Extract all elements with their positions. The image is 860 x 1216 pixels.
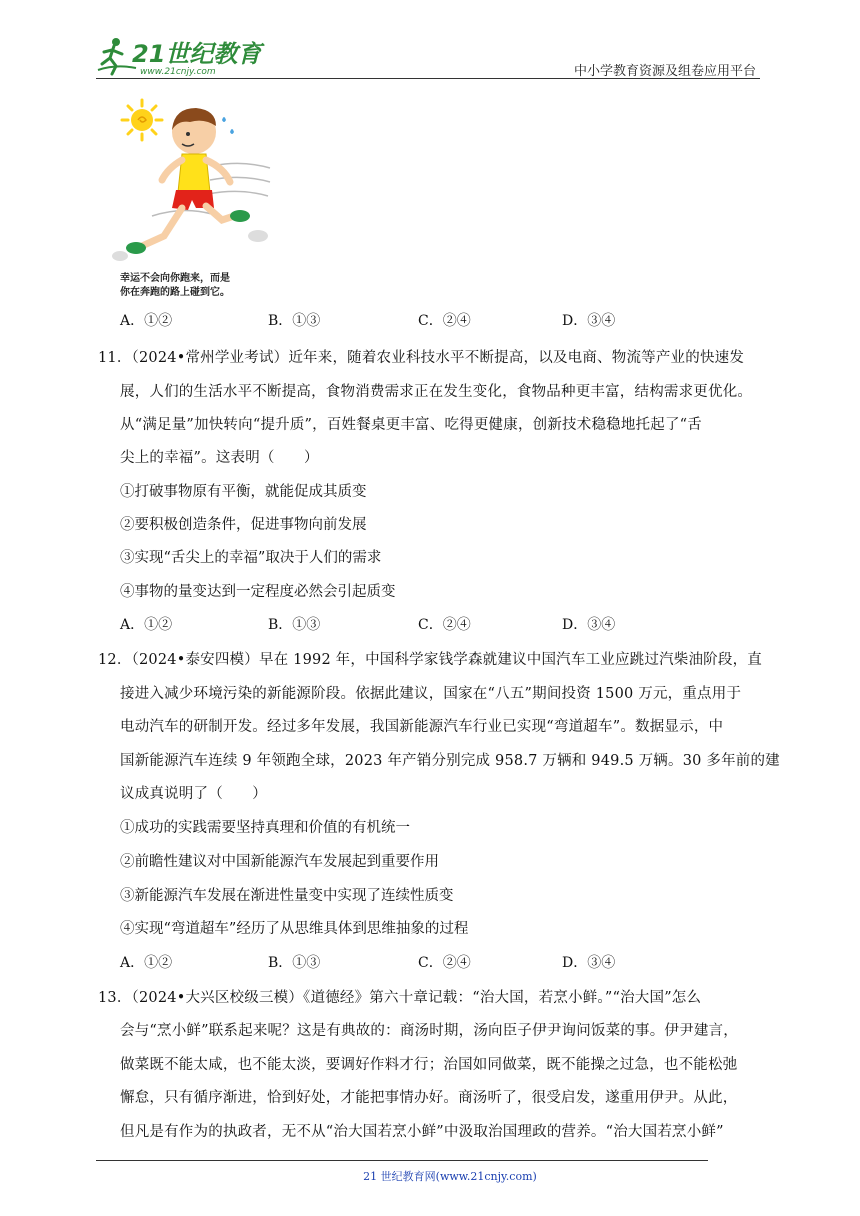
q11-statement-3: ③实现“舌尖上的幸福”取决于人们的需求 (120, 550, 382, 566)
option-d: D．③④ (562, 955, 616, 971)
footer-link[interactable]: 21 世纪教育网(www.21cnjy.com) (363, 1170, 537, 1183)
q11-stem-line: 从“满足量”加快转向“提升质”，百姓餐桌更丰富、吃得更健康，创新技术稳稳地托起了“舌 (120, 417, 702, 433)
q11-stem-line: 尖上的幸福”。这表明（ ） (120, 450, 319, 466)
header-divider (96, 78, 760, 79)
q11-stem-line: 展，人们的生活水平不断提高，食物消费需求正在发生变化，食物品种更丰富，结构需求更优化。 (120, 384, 753, 400)
q11-statement-2: ②要积极创造条件，促进事物向前发展 (120, 517, 367, 533)
q10-options (120, 310, 760, 332)
q12-stem-line: 12．（2024•泰安四模）早在 1992 年，中国科学家钱学森就建议中国汽车工业应跳过汽柴油阶段，直 (98, 652, 762, 668)
q13-stem-line: 懈怠，只有循序渐进，恰到好处，才能把事情办好。商汤听了，很受启发，遂重用伊尹。从此， (120, 1090, 738, 1106)
q13-stem-line: 13．（2024•大兴区校级三模）《道德经》第六十章记载：“治大国，若烹小鲜。”“治大国”怎么 (98, 990, 702, 1006)
option-b: B．①③ (268, 617, 321, 633)
q13-stem-line: 但凡是有作为的执政者，无不从“治大国若烹小鲜”中汲取治国理政的营养。“治大国若烹小鲜” (120, 1124, 724, 1140)
q12-stem-line: 议成真说明了（ ） (120, 786, 267, 802)
option-a: A．①② (120, 955, 173, 971)
illustration-caption: 幸运不会向你跑来，而是 你在奔跑的路上碰到它。 (120, 273, 230, 298)
q12-stem-line: 电动汽车的研制开发。经过多年发展，我国新能源汽车行业已实现“弯道超车”。数据显示，中 (120, 719, 724, 735)
q13-stem-line: 做菜既不能太咸，也不能太淡，要调好作料才行；治国如同做菜，既不能操之过急，也不能松弛 (120, 1057, 738, 1073)
q12-stem-line: 接进入减少环境污染的新能源阶段。依据此建议，国家在“八五”期间投资 1500 万元，重点用于 (120, 686, 742, 702)
option-a: A．①② (120, 313, 173, 329)
q11-options (120, 614, 760, 636)
option-a: A．①② (120, 617, 173, 633)
option-d: D．③④ (562, 617, 616, 633)
q12-statement-3: ③新能源汽车发展在渐进性量变中实现了连续性质变 (120, 888, 454, 904)
q11-statement-1: ①打破事物原有平衡，就能促成其质变 (120, 484, 367, 500)
option-c: C．②④ (418, 313, 471, 329)
q11-stem-line: 11．（2024•常州学业考试）近年来，随着农业科技水平不断提高，以及电商、物流等产业的快速发 (98, 350, 745, 366)
q12-stem-line: 国新能源汽车连续 9 年领跑全球，2023 年产销分别完成 958.7 万辆和 949.5 万辆。30 多年前的建 (120, 753, 780, 769)
header-tagline: 中小学教育资源及组卷应用平台 (573, 64, 756, 79)
option-b: B．①③ (268, 313, 321, 329)
option-c: C．②④ (418, 617, 471, 633)
svg-text:www.21cnjy.com: www.21cnjy.com (140, 67, 216, 77)
svg-text:21世纪教育: 21世纪教育 (132, 40, 262, 68)
footer-divider (96, 1160, 708, 1161)
q12-statement-1: ①成功的实践需要坚持真理和价值的有机统一 (120, 820, 410, 836)
option-b: B．①③ (268, 955, 321, 971)
q12-options (120, 952, 760, 974)
sun-icon (122, 100, 162, 140)
q12-statement-2: ②前瞻性建议对中国新能源汽车发展起到重要作用 (120, 854, 439, 870)
q11-statement-4: ④事物的量变达到一定程度必然会引起质变 (120, 584, 396, 600)
q13-stem-line: 会与“烹小鲜”联系起来呢？这是有典故的：商汤时期，汤向臣子伊尹询问饭菜的事。伊尹建言， (120, 1023, 738, 1039)
site-logo (96, 34, 266, 78)
option-d: D．③④ (562, 313, 616, 329)
option-c: C．②④ (418, 955, 471, 971)
q12-statement-4: ④实现“弯道超车”经历了从思维具体到思维抽象的过程 (120, 921, 469, 937)
